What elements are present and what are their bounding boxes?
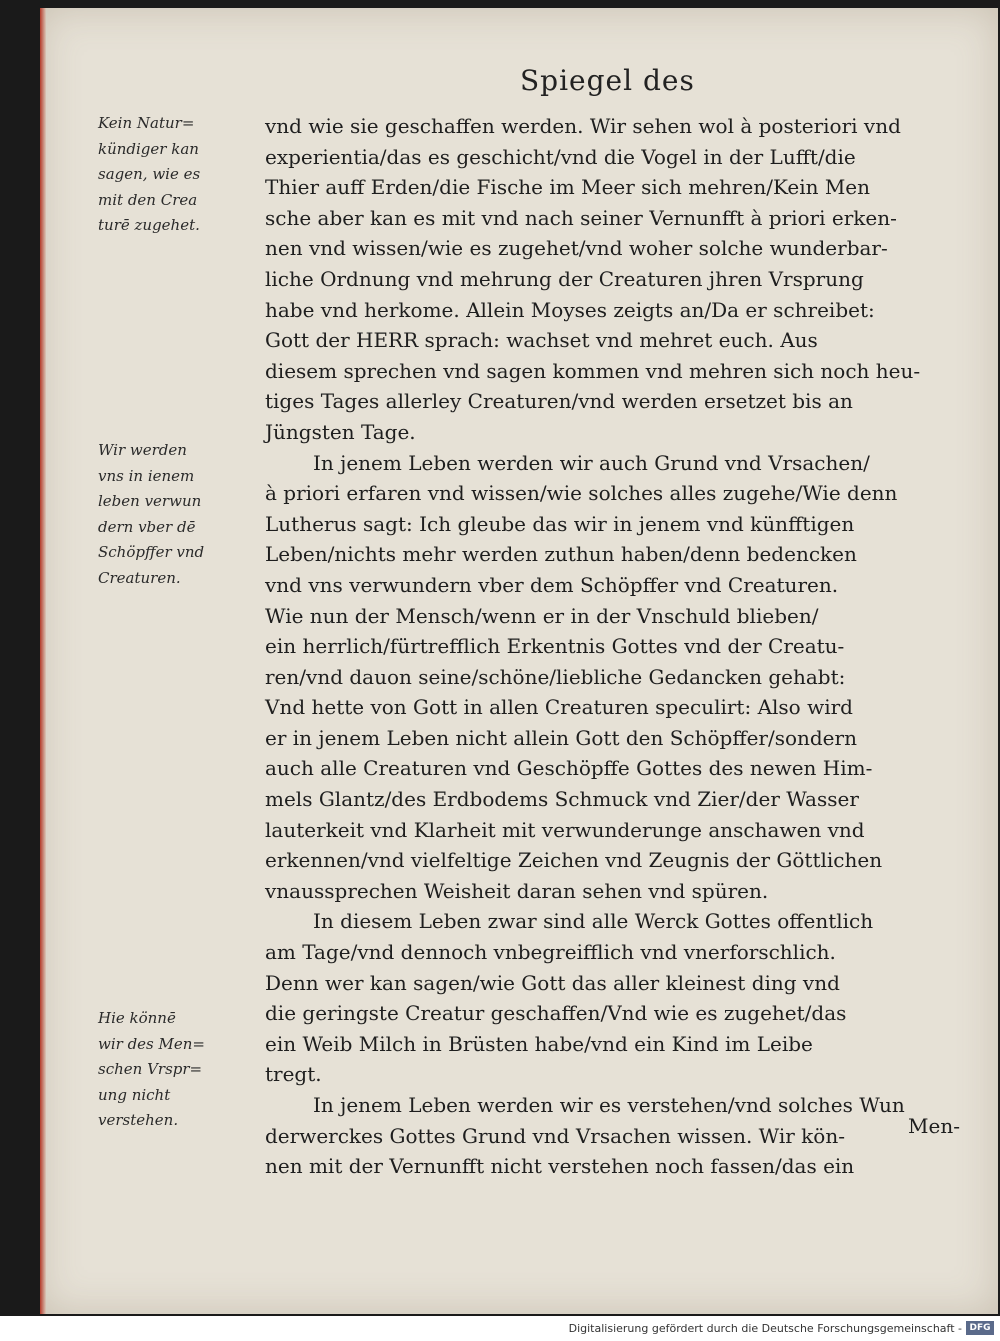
text-line: ein herrlich/fürtrefflich Erkentnis Gottes vnd der Creatu- xyxy=(265,634,845,659)
text-line: die geringste Creatur geschaffen/Vnd wie es zugehet/das xyxy=(265,1001,847,1026)
text-line: liche Ordnung vnd mehrung der Creaturen jhren Vrsprung xyxy=(265,266,864,291)
marginal-note-2 xyxy=(98,438,263,591)
marginal-note-1 xyxy=(98,111,263,239)
running-head: Spiegel des xyxy=(520,64,695,97)
marginal-line: sagen, wie es xyxy=(98,165,201,183)
marginal-line: mit den Crea xyxy=(98,190,198,209)
text-line: Thier auff Erden/die Fische im Meer sich mehren/Kein Men xyxy=(265,175,871,200)
marginal-note-3 xyxy=(98,1006,263,1134)
text-line: vnd vns verwundern vber dem Schöpffer vnd Creaturen. xyxy=(265,572,839,597)
body-text xyxy=(265,111,965,1182)
footer-credit: Digitalisierung gefördert durch die Deutsche Forschungsgemeinschaft - xyxy=(568,1322,962,1335)
text-line: Lutherus sagt: Ich gleube das wir in jenem vnd künfftigen xyxy=(265,511,855,536)
marginal-line: Creaturen. xyxy=(98,568,181,587)
marginal-line: Kein Natur= xyxy=(98,114,195,132)
text-line: nen vnd wissen/wie es zugehet/vnd woher solche wunderbar- xyxy=(265,236,888,261)
text-line: Leben/nichts mehr werden zuthun haben/denn bedencken xyxy=(265,542,857,567)
text-line: sche aber kan es mit vnd nach seiner Vernunfft à priori erken- xyxy=(265,205,897,230)
marginal-line: schen Vrspr= xyxy=(98,1060,203,1078)
marginal-line: wir des Men= xyxy=(98,1034,205,1053)
text-line: In jenem Leben werden wir auch Grund vnd Vrsachen/ xyxy=(313,450,870,475)
dfg-logo: DFG xyxy=(966,1321,994,1335)
text-line: à priori erfaren vnd wissen/wie solches alles zugehe/Wie denn xyxy=(265,481,898,506)
marginal-line: dern vber dē xyxy=(98,517,196,536)
text-line: erkennen/vnd vielfeltige Zeichen vnd Zeugnis der Göttlichen xyxy=(265,848,883,873)
page-edge xyxy=(40,8,46,1314)
footer-bar xyxy=(0,1316,1000,1341)
marginal-line: Wir werden xyxy=(98,441,187,459)
text-line: ein Weib Milch in Brüsten habe/vnd ein Kind im Leibe xyxy=(265,1031,813,1056)
marginal-line: turē zugehet. xyxy=(98,216,200,234)
text-line: vnd wie sie geschaffen werden. Wir sehen wol à posteriori vnd xyxy=(265,114,901,138)
text-line: vnaussprechen Weisheit daran sehen vnd spüren. xyxy=(265,878,769,903)
marginal-line: leben verwun xyxy=(98,492,202,510)
text-line: habe vnd herkome. Allein Moyses zeigts an/Da er schreibet: xyxy=(265,297,875,322)
text-line: auch alle Creaturen vnd Geschöpffe Gottes des newen Him- xyxy=(265,756,873,781)
text-line: mels Glantz/des Erdbodems Schmuck vnd Zier/der Wasser xyxy=(265,787,859,812)
text-line: tregt. xyxy=(265,1062,322,1087)
text-line: Gott der HERR sprach: wachset vnd mehret euch. Aus xyxy=(265,328,818,353)
catchword: Men- xyxy=(908,1114,960,1138)
text-line: er in jenem Leben nicht allein Gott den Schöpffer/sondern xyxy=(265,725,857,750)
text-line: am Tage/vnd dennoch vnbegreifflich vnd vnerforschlich. xyxy=(265,940,836,965)
text-line: In jenem Leben werden wir es verstehen/vnd solches Wun xyxy=(313,1093,905,1117)
marginal-line: ung nicht xyxy=(98,1085,171,1104)
text-line: tiges Tages allerley Creaturen/vnd werden ersetzet bis an xyxy=(265,389,853,414)
text-line: nen mit der Vernunfft nicht verstehen noch fassen/das ein xyxy=(265,1154,855,1179)
text-line: Denn wer kan sagen/wie Gott das aller kleinest ding vnd xyxy=(265,970,840,995)
text-line: Jüngsten Tage. xyxy=(265,419,416,444)
text-line: ren/vnd dauon seine/schöne/liebliche Gedancken gehabt: xyxy=(265,664,846,689)
marginal-line: Schöpffer vnd xyxy=(98,543,205,561)
text-line: diesem sprechen vnd sagen kommen vnd mehren sich noch heu- xyxy=(265,358,921,383)
text-line: experientia/das es geschicht/vnd die Vogel in der Lufft/die xyxy=(265,144,856,169)
marginal-line: kündiger kan xyxy=(98,139,199,158)
text-line: Vnd hette von Gott in allen Creaturen speculirt: Also wird xyxy=(265,695,853,720)
marginal-line: verstehen. xyxy=(98,1111,179,1129)
text-line: derwerckes Gottes Grund vnd Vrsachen wissen. Wir kön- xyxy=(265,1123,845,1148)
text-line: In diesem Leben zwar sind alle Werck Gottes offentlich xyxy=(313,909,874,934)
marginal-line: vns in ienem xyxy=(98,466,195,485)
marginal-line: Hie könnē xyxy=(98,1009,176,1027)
text-line: lauterkeit vnd Klarheit mit verwunderunge anschawen vnd xyxy=(265,817,865,842)
text-line: Wie nun der Mensch/wenn er in der Vnschuld blieben/ xyxy=(265,603,819,628)
